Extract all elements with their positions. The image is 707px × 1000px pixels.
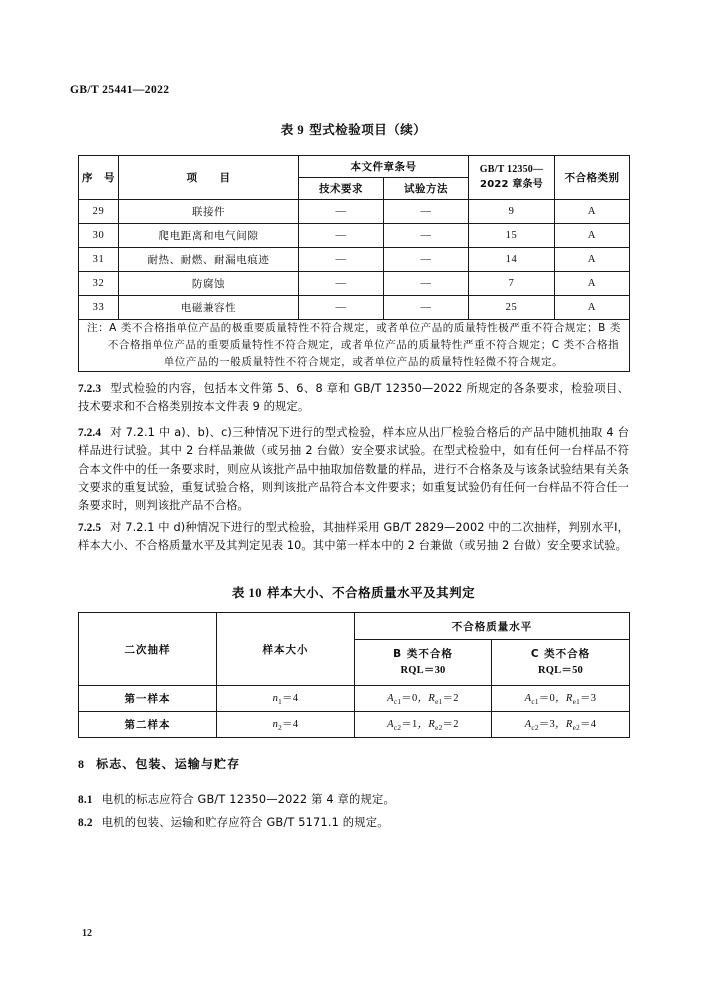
clause-7-2-5-number: 7.2.5 xyxy=(78,522,102,534)
table-9-header-tech-requirement: 技术要求 xyxy=(299,178,384,200)
sample-size-subscript: 1 xyxy=(278,698,283,707)
table-10-header-quality-level: 不合格质量水平 xyxy=(355,613,630,640)
clause-8-1-number: 8.1 xyxy=(78,794,93,806)
accept-subscript: c2 xyxy=(531,724,539,733)
clause-7-2-5-text: 对 7.2.1 中 d)种情况下进行的型式检验，其抽样采用 GB/T 2829—2002 中的二次抽样，判别水平Ⅰ，样本大小、不合格质量水平及其判定见表 10。其中第一样本中的 2 台兼做（或另抽 2 台做）安全要求试验。 xyxy=(78,521,629,553)
sample-size-subscript: 2 xyxy=(278,724,283,733)
section-8-title: 标志、包装、运输与贮存 xyxy=(96,757,241,771)
table-9-caption-number: 表 9 xyxy=(280,123,305,137)
reject-value: ＝2 xyxy=(442,693,459,705)
table-9-cell-seq: 33 xyxy=(79,296,119,320)
page-number: 12 xyxy=(82,928,92,939)
clause-8-2 xyxy=(78,814,629,832)
table-10-cell-sampling: 第一样本 xyxy=(79,686,217,712)
clause-8-1-text: 电机的标志应符合 GB/T 12350—2022 第 4 章的规定。 xyxy=(101,793,396,806)
table-9-header-this-document: 本文件章条号 xyxy=(299,156,469,178)
table-9-header-row-1 xyxy=(79,156,630,178)
accept-value: ＝1 xyxy=(401,719,418,731)
table-row xyxy=(79,712,630,738)
table-9-cell-item: 耐热、耐燃、耐漏电痕迹 xyxy=(119,248,299,272)
table-9-cell-tech: — xyxy=(299,296,384,320)
reject-subscript: e1 xyxy=(435,698,443,707)
table-9-note-line-3: 单位产品的一般质量特性不符合规定，或者单位产品的质量特性轻微不符合规定。 xyxy=(163,356,564,368)
table-9-cell-method: — xyxy=(384,296,469,320)
clause-8-2-text: 电机的包装、运输和贮存应符合 GB/T 5171.1 的规定。 xyxy=(101,816,389,829)
table-9-cell-gbt: 7 xyxy=(469,272,555,296)
table-9-note-line-1: 注：A 类不合格指单位产品的极重要质量特性不符合规定，或者单位产品的质量特性极严重不符合规定；B 类 xyxy=(86,322,622,334)
table-9-cell-gbt: 25 xyxy=(469,296,555,320)
table-10-caption-title: 样本大小、不合格质量水平及其判定 xyxy=(267,585,476,600)
table-9-cell-tech: — xyxy=(299,224,384,248)
table-10-cell-sampling: 第二样本 xyxy=(79,712,217,738)
table-9-cell-method: — xyxy=(384,272,469,296)
clause-7-2-3 xyxy=(78,380,629,417)
table-9-header-item: 项 目 xyxy=(119,156,299,200)
table-9-cell-class: A xyxy=(555,296,630,320)
table-9-note xyxy=(79,320,630,372)
table-10-caption-number: 表 10 xyxy=(231,586,263,600)
table-9-cell-class: A xyxy=(555,200,630,224)
table-10-header-class-b-rql: RQL＝30 xyxy=(400,664,446,676)
table-9-cell-seq: 31 xyxy=(79,248,119,272)
table-9-cell-item: 防腐蚀 xyxy=(119,272,299,296)
accept-subscript: c1 xyxy=(531,698,539,707)
table-9-cell-method: — xyxy=(384,200,469,224)
table-10-cell-sample-size xyxy=(217,712,355,738)
reject-value: ＝4 xyxy=(580,719,597,731)
table-9-header-gbt-line2: 2022 章条号 xyxy=(480,178,543,190)
table-9-cell-method: — xyxy=(384,224,469,248)
sample-size-value: ＝4 xyxy=(282,693,299,705)
table-row xyxy=(79,686,630,712)
table-row xyxy=(79,272,630,296)
table-10-header-sampling: 二次抽样 xyxy=(79,613,217,686)
table-9-header-test-method: 试验方法 xyxy=(384,178,469,200)
table-9-cell-item: 联接件 xyxy=(119,200,299,224)
table-9-cell-class: A xyxy=(555,272,630,296)
table-row xyxy=(79,296,630,320)
clause-7-2-3-text: 型式检验的内容，包括本文件第 5、6、8 章和 GB/T 12350—2022 所规定的各条要求，检验项目、技术要求和不合格类别按本文件表 9 的规定。 xyxy=(78,382,629,414)
clause-7-2-3-number: 7.2.3 xyxy=(78,383,102,395)
accept-value: ＝0 xyxy=(538,693,556,705)
reject-subscript: e1 xyxy=(572,698,580,707)
table-10-header-class-c-label: C 类不合格 xyxy=(530,648,591,661)
section-8-heading xyxy=(78,755,240,772)
table-9-header-gbt-reference xyxy=(469,156,555,200)
table-row xyxy=(79,200,630,224)
section-8-number: 8 xyxy=(78,757,86,771)
accept-value: ＝3 xyxy=(538,719,556,731)
table-9-note-line-2: 不合格指单位产品的重要质量特性不符合规定，或者单位产品的质量特性严重不符合规定；C 类不合格指 xyxy=(107,339,620,351)
sample-size-symbol: n xyxy=(272,693,279,705)
table-9-cell-seq: 29 xyxy=(79,200,119,224)
sample-size-value: ＝4 xyxy=(282,719,299,731)
table-10-cell-class-b: $A_{c1}=0$，$R_{e1}=2$ xyxy=(355,686,492,712)
reject-subscript: e2 xyxy=(572,724,580,733)
table-10-caption xyxy=(0,583,707,601)
table-10-cell-class-b: $A_{c2}=1$，$R_{e2}=2$ xyxy=(355,712,492,738)
clause-8-1 xyxy=(78,791,629,809)
clause-8-2-number: 8.2 xyxy=(78,817,93,829)
clause-7-2-5 xyxy=(78,519,629,556)
table-9-cell-gbt: 15 xyxy=(469,224,555,248)
reject-subscript: e2 xyxy=(435,724,443,733)
table-10-sample-size-quality-level xyxy=(78,612,630,738)
table-9-header-gbt-line1: GB/T 12350— xyxy=(479,164,544,175)
table-9-type-test-items xyxy=(78,155,630,372)
table-10-header-sample-size: 样本大小 xyxy=(217,613,355,686)
table-9-cell-item: 电磁兼容性 xyxy=(119,296,299,320)
table-9-cell-class: A xyxy=(555,224,630,248)
sample-size-symbol: n xyxy=(272,719,279,731)
table-9-cell-method: — xyxy=(384,248,469,272)
table-row xyxy=(79,224,630,248)
table-9-note-row xyxy=(79,320,630,372)
table-9-cell-tech: — xyxy=(299,200,384,224)
clause-7-2-4-number: 7.2.4 xyxy=(78,427,102,439)
table-row xyxy=(79,248,630,272)
table-10-header-row-1 xyxy=(79,613,630,640)
reject-value: ＝2 xyxy=(442,719,459,731)
accept-value: ＝0 xyxy=(401,693,418,705)
table-9-cell-gbt: 9 xyxy=(469,200,555,224)
reject-value: ＝3 xyxy=(580,693,597,705)
table-9-cell-tech: — xyxy=(299,248,384,272)
table-10-header-class-b-label: B 类不合格 xyxy=(393,648,453,661)
table-10-header-class-c xyxy=(492,640,630,686)
table-9-header-seq: 序 号 xyxy=(79,156,119,200)
table-9-cell-gbt: 14 xyxy=(469,248,555,272)
table-10-cell-sample-size xyxy=(217,686,355,712)
table-10-header-class-c-rql: RQL＝50 xyxy=(538,664,583,676)
clause-7-2-4-text: 对 7.2.1 中 a)、b)、c)三种情况下进行的型式检验，样本应从出厂检验合格后的产品中随机抽取 4 台样品进行试验。其中 2 台样品兼做（或另抽 2 台做）安全要求试验。在型式检验中，如有任何一台样品不符合本文件中的任一条要求时，则应从该批产品中抽取加倍数量的样品，进行不合格条及与该条试验结果有关条文要求的重复试验，重复试验合格，则判该批产品符合本文件要求；如重复试验仍有任何一台样品不符合任一条要求时，则判该批产品不合格。 xyxy=(78,426,629,513)
table-9-cell-tech: — xyxy=(299,272,384,296)
running-head: GB/T 25441—2022 xyxy=(70,84,170,96)
table-9-caption xyxy=(0,120,707,138)
clause-7-2-4 xyxy=(78,424,629,515)
table-9-cell-class: A xyxy=(555,248,630,272)
table-9-header-defect-class: 不合格类别 xyxy=(555,156,630,200)
table-9-cell-item: 爬电距离和电气间隙 xyxy=(119,224,299,248)
table-9-caption-title: 型式检验项目（续） xyxy=(309,122,427,137)
table-9-cell-seq: 32 xyxy=(79,272,119,296)
table-10-cell-class-c: $A_{c1}=0$，$R_{e1}=3$ xyxy=(492,686,630,712)
table-10-cell-class-c: $A_{c2}=3$，$R_{e2}=4$ xyxy=(492,712,630,738)
table-10-header-class-b xyxy=(355,640,492,686)
accept-subscript: c1 xyxy=(393,698,402,707)
accept-subscript: c2 xyxy=(393,724,402,733)
table-9-cell-seq: 30 xyxy=(79,224,119,248)
